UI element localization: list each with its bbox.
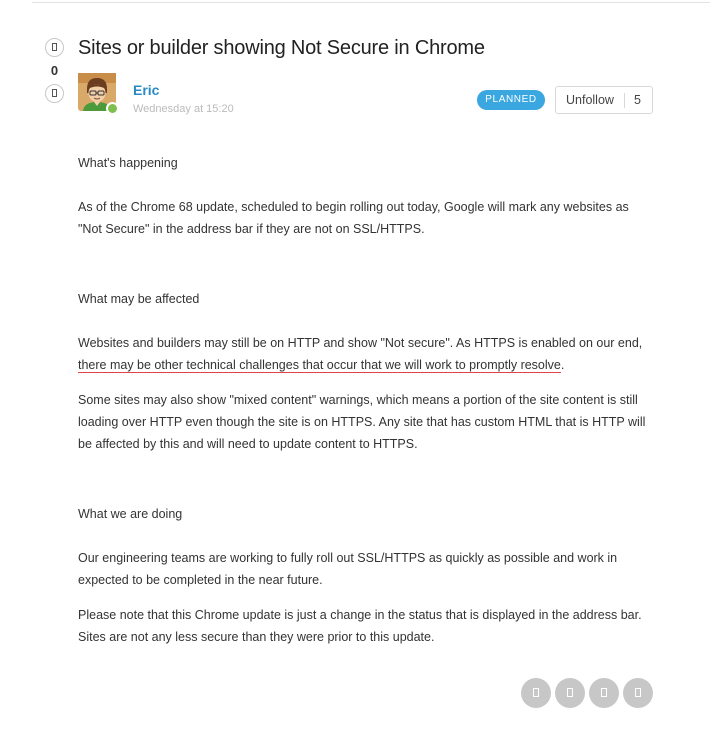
user-badge-icon <box>106 102 119 115</box>
downvote-icon <box>52 89 57 97</box>
share-button-1[interactable] <box>521 678 551 708</box>
share-icon-3 <box>601 688 607 697</box>
post-title: Sites or builder showing Not Secure in Chrome <box>78 37 485 59</box>
share-icon-2 <box>567 688 573 697</box>
status-badge: PLANNED <box>477 90 545 110</box>
vote-count: 0 <box>50 63 59 78</box>
section-heading-affected: What may be affected <box>78 292 200 306</box>
section-heading-doing: What we are doing <box>78 507 183 521</box>
paragraph-note: Please note that this Chrome update is just a change in the status that is displayed in the address bar. Sites are not any less secure than they were prior to this update. <box>78 608 642 644</box>
highlighted-text: there may be other technical challenges that occur that we will work to promptly resolve <box>78 358 561 372</box>
share-icon-4 <box>635 688 641 697</box>
author-name[interactable]: Eric <box>133 82 160 98</box>
paragraph-websites-builders <box>78 332 653 376</box>
upvote-button[interactable] <box>45 38 64 57</box>
top-divider <box>32 2 710 3</box>
upvote-icon <box>52 43 57 51</box>
share-button-3[interactable] <box>589 678 619 708</box>
share-icon-1 <box>533 688 539 697</box>
paragraph-text: Websites and builders may still be on HTTP and show "Not secure". As HTTPS is enabled on our end, <box>78 336 643 350</box>
downvote-button[interactable] <box>45 84 64 103</box>
share-button-2[interactable] <box>555 678 585 708</box>
paragraph-text-end: . <box>560 358 565 372</box>
unfollow-label: Unfollow <box>566 93 614 107</box>
share-button-4[interactable] <box>623 678 653 708</box>
post-timestamp: Wednesday at 15:20 <box>133 103 234 115</box>
follower-count: 5 <box>634 93 641 107</box>
paragraph-engineering: Our engineering teams are working to fully roll out SSL/HTTPS as quickly as possible and work in expected to be completed in the near future. <box>78 551 618 587</box>
unfollow-button[interactable] <box>555 86 653 114</box>
button-divider <box>624 93 625 108</box>
paragraph-chrome-update: As of the Chrome 68 update, scheduled to begin rolling out today, Google will mark any websites as "Not Secure" in the address bar if they are not on SSL/HTTPS. <box>78 200 629 236</box>
section-heading-happening: What's happening <box>78 156 178 170</box>
paragraph-mixed-content: Some sites may also show "mixed content" warnings, which means a portion of the site content is still loading over HTTP even though the site is on HTTPS. Any site that has custom HTML that is HTTP will be affected by this and will need to update content to HTTPS. <box>78 393 646 451</box>
